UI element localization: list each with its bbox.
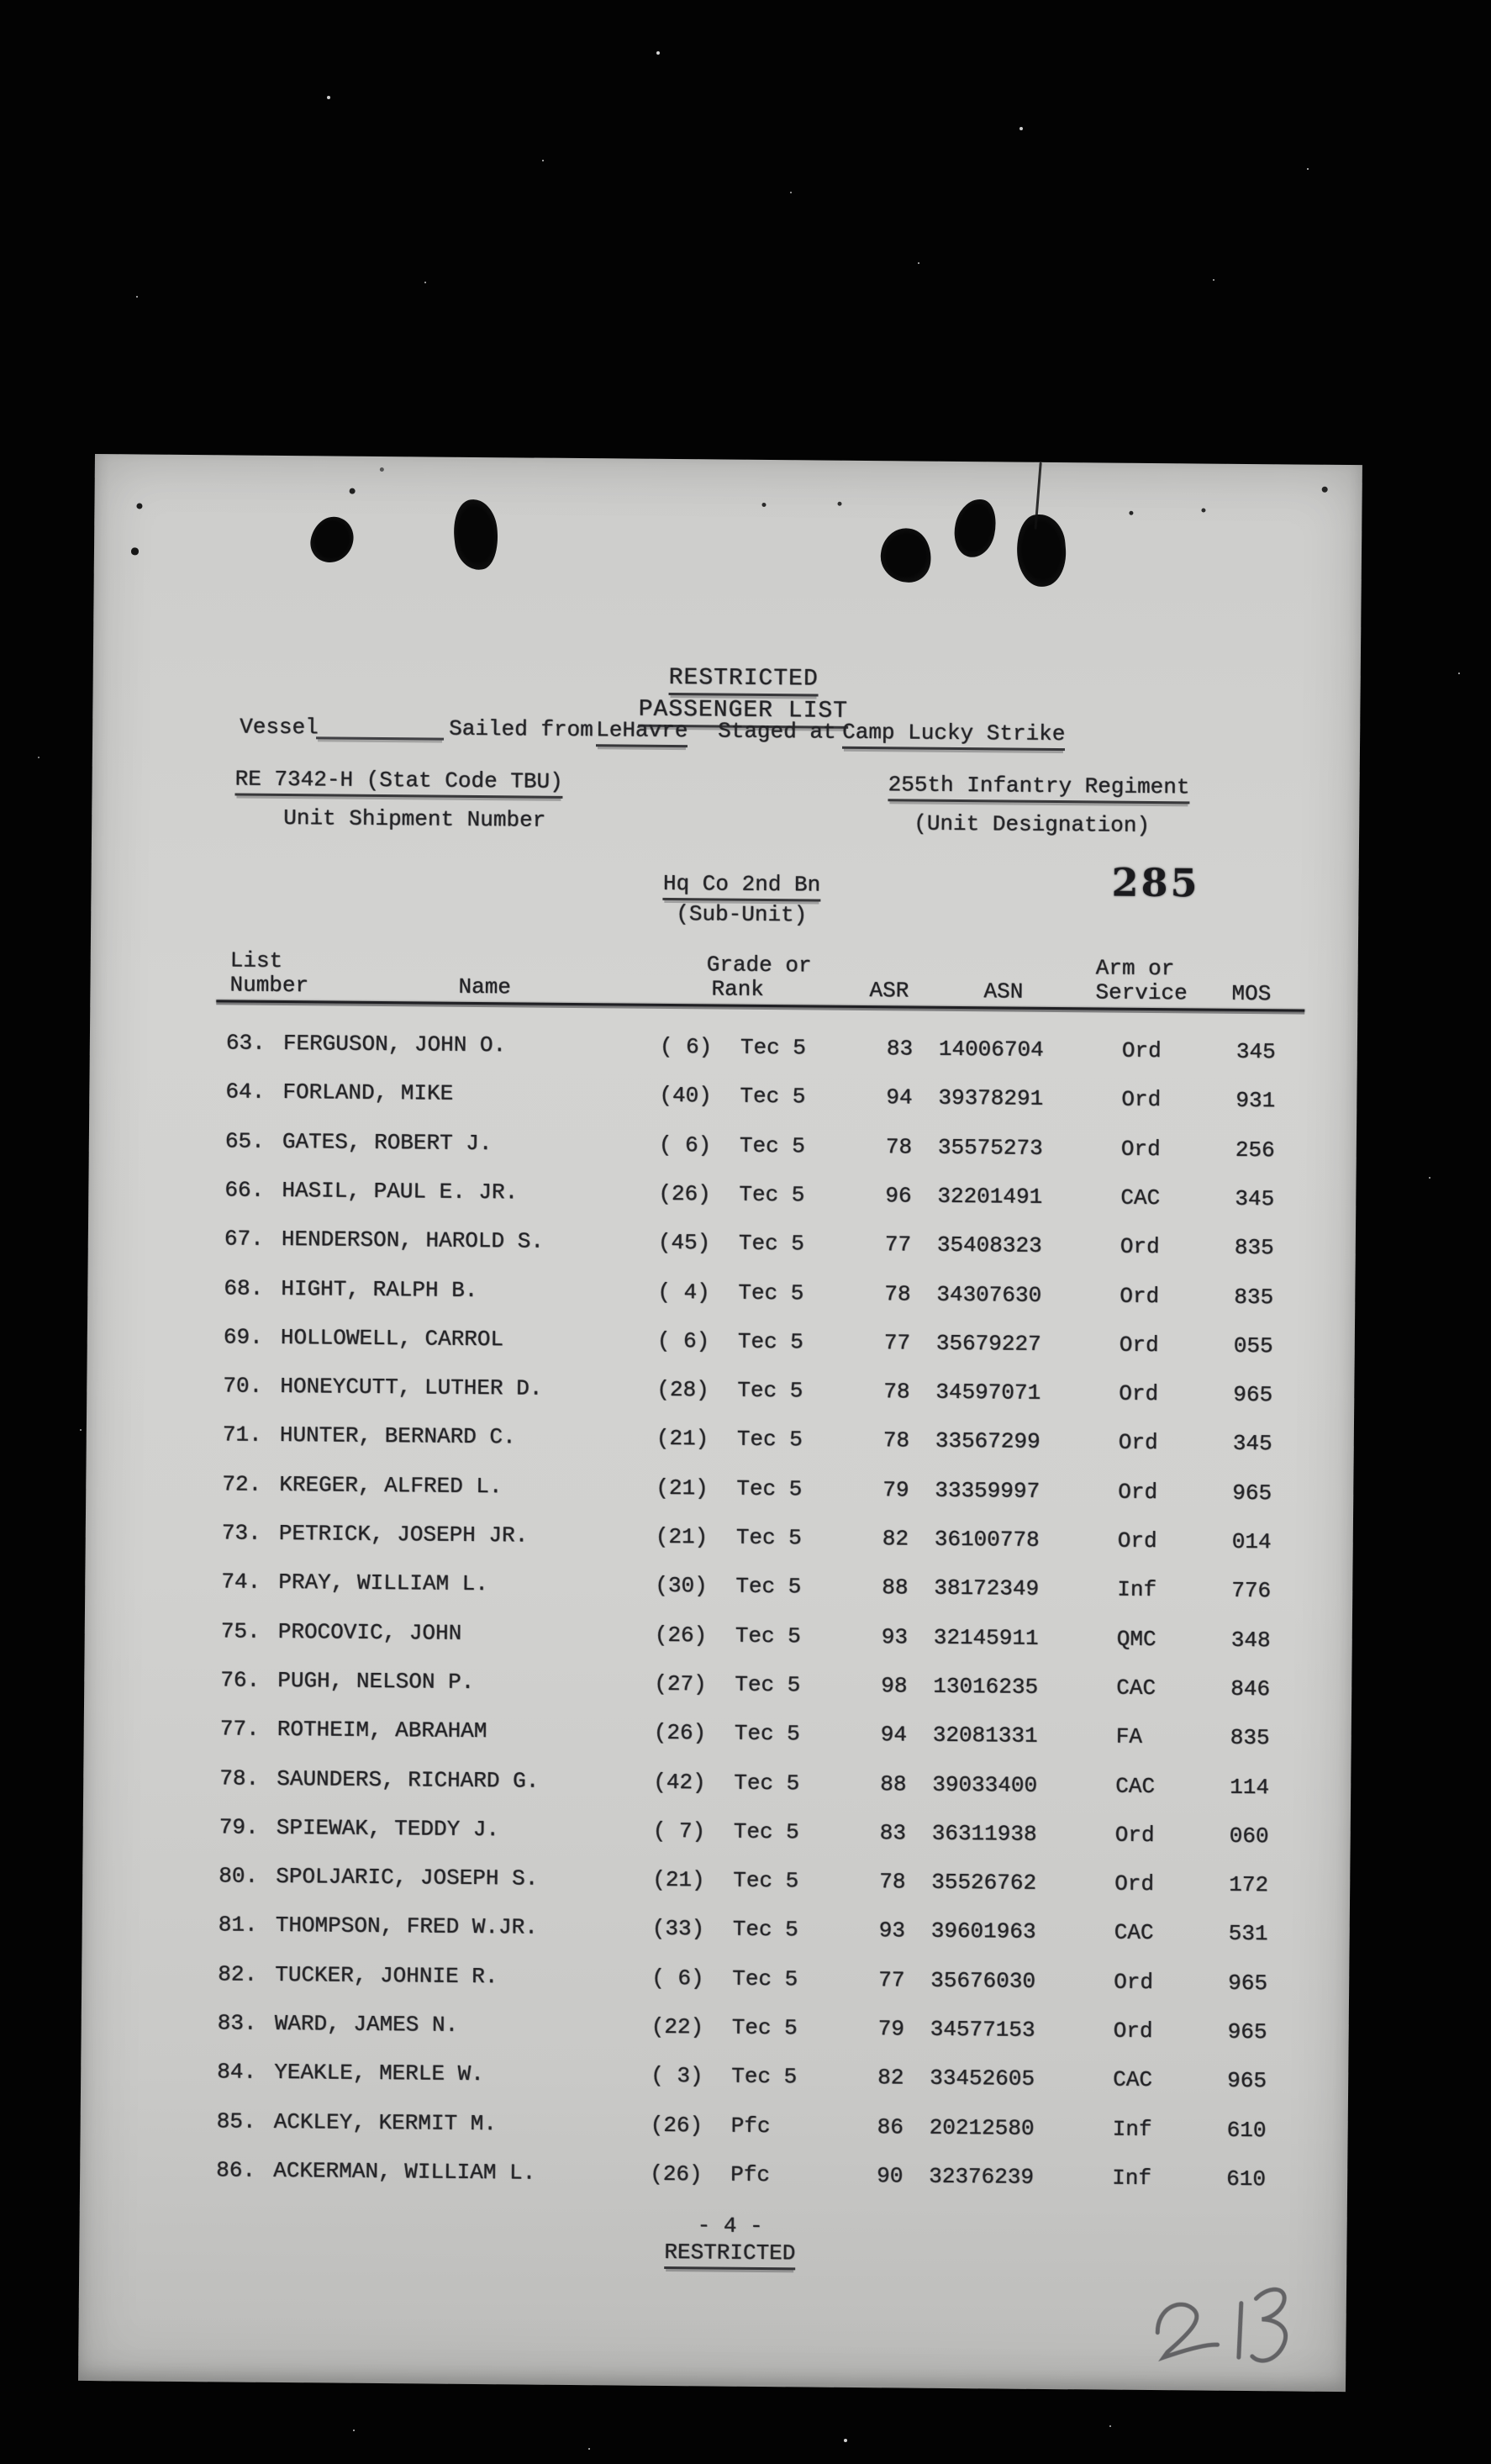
cell-arm: CAC (1120, 1185, 1161, 1211)
sub-unit-text: Hq Co 2nd Bn (663, 871, 821, 902)
cell-asr: 86 (877, 2113, 904, 2140)
cell-asn: 33359997 (935, 1477, 1041, 1504)
cell-grade: (26) (658, 1180, 711, 1207)
cell-asr: 78 (879, 1869, 906, 1895)
col-header-mos: MOS (1231, 980, 1272, 1007)
cell-asn: 38172349 (934, 1575, 1040, 1602)
cell-rank: Tec 5 (739, 1181, 805, 1208)
classification-header-text: RESTRICTED (669, 666, 819, 697)
roster-row (87, 1421, 1354, 1457)
cell-name: PROCOVIC, JOHN (277, 1618, 462, 1646)
cell-grade: (40) (659, 1083, 712, 1109)
cell-mos: 776 (1231, 1578, 1272, 1604)
roster-row (84, 1715, 1351, 1751)
cell-num: 81. (218, 1912, 258, 1939)
cell-rank: Tec 5 (732, 1917, 798, 1943)
cell-num: 84. (217, 2059, 257, 2086)
cell-arm: Ord (1120, 1233, 1160, 1260)
cell-arm: CAC (1116, 1675, 1156, 1701)
stamped-page-number: 285 (1111, 859, 1200, 906)
cell-mos: 965 (1232, 1480, 1272, 1506)
cell-rank: Tec 5 (739, 1132, 805, 1158)
cell-num: 68. (224, 1274, 264, 1301)
col-header-asn: ASN (983, 979, 1024, 1005)
roster-row (82, 1862, 1350, 1898)
cell-asn: 36100778 (934, 1526, 1040, 1553)
cell-asr: 83 (879, 1820, 907, 1846)
cell-grade: (21) (656, 1426, 709, 1452)
cell-num: 67. (224, 1226, 264, 1252)
cell-arm: Ord (1119, 1380, 1159, 1407)
cell-asn: 39601963 (930, 1918, 1036, 1945)
cell-arm: Ord (1114, 1870, 1155, 1897)
cell-mos: 531 (1228, 1921, 1268, 1947)
cell-mos: 965 (1227, 2018, 1267, 2045)
col-header-asr: ASR (869, 978, 909, 1004)
roster-row (85, 1617, 1352, 1654)
classification-footer-text: RESTRICTED (664, 2240, 795, 2270)
cell-asn: 14006704 (938, 1036, 1044, 1063)
cell-num: 79. (219, 1814, 259, 1840)
cell-rank: Tec 5 (735, 1524, 802, 1551)
cell-mos: 256 (1235, 1137, 1275, 1163)
cell-asn: 36311938 (931, 1820, 1037, 1847)
cell-asn: 20212580 (929, 2114, 1035, 2141)
cell-mos: 345 (1235, 1185, 1275, 1212)
cell-asr: 96 (885, 1183, 912, 1209)
roster-row (82, 2009, 1349, 2045)
cell-grade: ( 3) (651, 2063, 703, 2089)
cell-name: SPIEWAK, TEDDY J. (276, 1814, 500, 1843)
cell-arm: QMC (1116, 1626, 1156, 1652)
roster-row (80, 2156, 1347, 2192)
cell-asn: 33452605 (930, 2066, 1035, 2092)
cell-arm: Inf (1112, 2165, 1152, 2191)
cell-name: HIGHT, RALPH B. (281, 1275, 478, 1303)
cell-name: FERGUSON, JOHN O. (282, 1030, 507, 1058)
cell-name: PUGH, NELSON P. (277, 1667, 475, 1695)
cell-asr: 94 (886, 1084, 913, 1111)
cell-arm: Ord (1119, 1332, 1159, 1358)
cell-name: HENDERSON, HAROLD S. (281, 1227, 545, 1254)
cell-mos: 965 (1228, 1970, 1268, 1996)
sailed-from-label: Sailed from (449, 715, 593, 743)
cell-rank: Pfc (730, 2113, 771, 2139)
cell-asn: 39378291 (938, 1085, 1044, 1112)
vessel-blank-line (316, 715, 444, 740)
cell-arm: CAC (1115, 1773, 1156, 1799)
cell-asn: 32081331 (932, 1722, 1038, 1749)
cell-grade: ( 6) (659, 1033, 713, 1060)
cell-arm: CAC (1114, 1920, 1154, 1946)
cell-asr: 79 (882, 1476, 909, 1503)
cell-name: KREGER, ALFRED L. (279, 1471, 503, 1499)
document-page (78, 454, 1362, 2392)
cell-rank: Tec 5 (734, 1770, 800, 1796)
cell-name: ROTHEIM, ABRAHAM (277, 1717, 487, 1744)
cell-num: 76. (220, 1667, 261, 1693)
cell-grade: ( 4) (657, 1279, 710, 1305)
cell-asr: 93 (878, 1918, 906, 1944)
cell-name: SPOLJARIC, JOSEPH S. (276, 1864, 539, 1892)
cell-arm: Ord (1121, 1086, 1162, 1113)
roster-row (86, 1470, 1353, 1506)
cell-asr: 98 (881, 1673, 908, 1699)
cell-rank: Tec 5 (738, 1279, 804, 1306)
roster-row (87, 1372, 1354, 1408)
cell-arm: FA (1115, 1723, 1143, 1750)
cell-grade: (21) (655, 1523, 709, 1550)
cell-arm: Ord (1118, 1430, 1158, 1456)
cell-grade: (21) (656, 1475, 709, 1501)
cell-name: FORLAND, MIKE (282, 1079, 454, 1107)
cell-mos: 345 (1235, 1038, 1276, 1065)
shipment-number-caption: Unit Shipment Number (283, 805, 546, 833)
cell-asn: 34577153 (930, 2016, 1035, 2043)
cell-num: 82. (218, 1961, 258, 1987)
cell-arm: Ord (1114, 1822, 1155, 1848)
cell-name: SAUNDERS, RICHARD G. (277, 1765, 540, 1794)
unit-text: 255th Infantry Regiment (888, 772, 1189, 804)
cell-arm: Ord (1120, 1136, 1161, 1162)
cell-asn: 13016235 (933, 1673, 1039, 1700)
cell-asr: 82 (882, 1526, 909, 1552)
cell-grade: ( 6) (656, 1327, 710, 1354)
cell-grade: (26) (650, 2112, 703, 2138)
cell-rank: Tec 5 (731, 2063, 798, 2090)
cell-num: 86. (216, 2157, 256, 2183)
cell-name: PRAY, WILLIAM L. (278, 1570, 489, 1597)
port-text: LeHavre (596, 717, 688, 747)
cell-mos: 835 (1230, 1725, 1270, 1751)
classification-header (576, 665, 912, 697)
cell-asr: 77 (883, 1330, 911, 1356)
cell-name: HUNTER, BERNARD C. (279, 1422, 516, 1450)
cell-asn: 35679227 (935, 1330, 1041, 1357)
cell-name: GATES, ROBERT J. (282, 1128, 493, 1156)
cell-asn: 39033400 (932, 1771, 1038, 1798)
staged-at-label: Staged at (718, 718, 836, 745)
cell-grade: (27) (654, 1670, 707, 1697)
cell-rank: Tec 5 (736, 1427, 803, 1453)
page-title-text: PASSENGER LIST (639, 698, 849, 729)
roster-row (87, 1274, 1355, 1310)
roster-row (89, 1078, 1357, 1114)
cell-grade: (45) (657, 1230, 711, 1256)
cell-mos: 610 (1226, 2166, 1267, 2192)
cell-asn: 32376239 (929, 2163, 1035, 2190)
cell-grade: ( 7) (652, 1818, 706, 1844)
cell-rank: Tec 5 (732, 1965, 798, 1992)
col-header-list: List (229, 947, 283, 973)
roster-row (83, 1764, 1351, 1800)
cell-num: 83. (217, 2010, 257, 2036)
handwritten-number (1129, 2269, 1390, 2414)
cell-asn: 33567299 (935, 1428, 1041, 1455)
footer-page-number: - 4 - (697, 2213, 763, 2240)
cell-arm: CAC (1113, 2066, 1153, 2093)
roster-row (82, 1911, 1350, 1947)
cell-arm: Inf (1117, 1576, 1157, 1603)
cell-name: YEAKLE, MERLE W. (274, 2060, 484, 2087)
cell-name: HOLLOWELL, CARROL (280, 1324, 504, 1353)
cell-num: 85. (216, 2108, 256, 2134)
cell-arm: Ord (1118, 1479, 1158, 1505)
cell-num: 63. (225, 1030, 266, 1056)
cell-asr: 94 (880, 1722, 908, 1748)
cell-arm: Ord (1117, 1527, 1157, 1554)
cell-grade: (26) (654, 1622, 708, 1649)
cell-asr: 78 (883, 1379, 910, 1405)
cell-mos: 014 (1231, 1528, 1272, 1555)
cell-asr: 82 (877, 2065, 904, 2091)
cell-grade: ( 6) (651, 1965, 704, 1992)
cell-rank: Tec 5 (731, 2014, 798, 2041)
cell-arm: Inf (1112, 2116, 1152, 2142)
camp-value (842, 720, 1066, 751)
port-value (596, 717, 688, 747)
cell-asn: 34597071 (935, 1379, 1041, 1406)
classification-footer (561, 2239, 898, 2271)
cell-rank: Tec 5 (737, 1377, 803, 1404)
cell-grade: (30) (655, 1573, 708, 1599)
shipment-number (234, 766, 562, 798)
cell-name: ACKERMAN, WILLIAM L. (273, 2157, 536, 2186)
cell-grade: (28) (656, 1376, 709, 1403)
film-dust-specks (0, 0, 2, 2)
cell-num: 74. (221, 1569, 261, 1596)
cell-asr: 78 (885, 1133, 913, 1160)
cell-name: ACKLEY, KERMIT M. (273, 2108, 498, 2136)
cell-asr: 77 (884, 1232, 912, 1258)
cell-name: PETRICK, JOSEPH JR. (278, 1520, 529, 1549)
cell-asr: 78 (882, 1427, 910, 1454)
cell-asr: 79 (877, 2016, 905, 2042)
cell-arm: Ord (1114, 1969, 1154, 1995)
roster-row (84, 1666, 1351, 1702)
cell-arm: Ord (1113, 2018, 1153, 2045)
cell-num: 80. (219, 1863, 259, 1889)
cell-asn: 35575273 (937, 1134, 1043, 1161)
cell-grade: ( 6) (658, 1132, 712, 1158)
roster-row (88, 1176, 1356, 1212)
cell-num: 77. (219, 1716, 260, 1742)
cell-mos: 114 (1230, 1774, 1270, 1800)
cell-mos: 348 (1230, 1627, 1271, 1653)
cell-rank: Tec 5 (735, 1671, 801, 1698)
cell-mos: 835 (1234, 1284, 1274, 1310)
cell-name: HONEYCUTT, LUTHER D. (280, 1374, 543, 1401)
roster-row (83, 1813, 1351, 1849)
cell-mos: 345 (1232, 1431, 1272, 1457)
cell-mos: 172 (1229, 1871, 1269, 1898)
roster-row (85, 1568, 1352, 1604)
vessel-label: Vessel (240, 714, 319, 741)
sub-unit (573, 870, 909, 902)
unit-designation-caption: (Unit Designation) (914, 810, 1151, 838)
cell-num: 66. (224, 1177, 265, 1203)
cell-num: 75. (220, 1617, 261, 1644)
cell-rank: Tec 5 (736, 1475, 803, 1502)
cell-mos: 835 (1234, 1235, 1274, 1261)
cell-mos: 060 (1229, 1823, 1269, 1849)
roster-row (81, 2058, 1348, 2094)
roster-row (81, 2108, 1348, 2144)
cell-name: TUCKER, JOHNIE R. (275, 1961, 498, 1989)
roster-row (88, 1225, 1356, 1261)
cell-rank: Tec 5 (735, 1574, 802, 1600)
cell-asr: 93 (881, 1623, 909, 1650)
cell-num: 64. (225, 1079, 266, 1105)
cell-name: WARD, JAMES N. (274, 2010, 459, 2038)
cell-num: 65. (224, 1127, 265, 1154)
roster-row (86, 1519, 1353, 1555)
cell-rank: Tec 5 (733, 1867, 799, 1894)
cell-rank: Tec 5 (737, 1328, 803, 1355)
cell-grade: (42) (653, 1769, 706, 1795)
cell-asn: 34307630 (936, 1281, 1042, 1308)
cell-arm: Ord (1120, 1283, 1160, 1309)
cell-mos: 965 (1227, 2068, 1267, 2094)
cell-rank: Tec 5 (740, 1084, 806, 1110)
unit-designation (888, 772, 1189, 804)
cell-mos: 610 (1226, 2117, 1267, 2143)
col-header-number: Number (229, 972, 309, 999)
cell-asn: 35526762 (931, 1869, 1037, 1896)
col-header-rank: Rank (711, 976, 765, 1002)
cell-mos: 055 (1233, 1332, 1273, 1359)
cell-num: 73. (221, 1520, 261, 1546)
cell-num: 71. (222, 1422, 262, 1448)
cell-arm: Ord (1121, 1037, 1162, 1064)
camp-text: Camp Lucky Strike (842, 720, 1066, 751)
cell-asn: 32145911 (933, 1624, 1039, 1651)
col-header-name: Name (458, 973, 512, 1000)
cell-grade: (33) (651, 1916, 705, 1942)
col-header-arm-or: Arm or (1095, 955, 1175, 982)
roster-row (90, 1029, 1357, 1065)
cell-rank: Tec 5 (733, 1818, 799, 1845)
cell-num: 78. (219, 1765, 260, 1791)
cell-asn: 35676030 (930, 1967, 1036, 1994)
cell-rank: Tec 5 (734, 1720, 800, 1747)
cell-grade: (22) (651, 2013, 704, 2040)
typewritten-content (78, 454, 1362, 2392)
cell-rank: Tec 5 (738, 1230, 804, 1257)
cell-rank: Pfc (730, 2161, 771, 2187)
cell-grade: (21) (652, 1866, 705, 1893)
cell-name: HASIL, PAUL E. JR. (282, 1177, 519, 1206)
col-header-service: Service (1095, 979, 1188, 1006)
cell-num: 72. (222, 1471, 262, 1497)
cell-asr: 90 (877, 2163, 904, 2189)
cell-asr: 88 (880, 1770, 907, 1797)
col-header-grade-or: Grade or (706, 952, 812, 979)
roster-row (87, 1323, 1355, 1359)
roster-row (82, 1960, 1349, 1997)
sub-unit-caption: (Sub-Unit) (676, 901, 808, 928)
cell-name: THOMPSON, FRED W.JR. (275, 1913, 538, 1941)
roster-row (89, 1127, 1357, 1163)
cell-asr: 88 (882, 1575, 909, 1601)
cell-asr: 78 (884, 1280, 911, 1307)
cell-rank: Tec 5 (735, 1622, 801, 1649)
shipment-number-text: RE 7342-H (Stat Code TBU) (234, 766, 562, 798)
cell-mos: 846 (1230, 1675, 1271, 1702)
cell-mos: 965 (1233, 1381, 1273, 1408)
cell-mos: 931 (1235, 1088, 1276, 1114)
cell-asr: 83 (886, 1036, 914, 1062)
cell-asn: 32201491 (937, 1183, 1043, 1210)
cell-rank: Tec 5 (740, 1034, 807, 1061)
cell-num: 69. (223, 1324, 263, 1350)
cell-asr: 77 (878, 1966, 905, 1993)
cell-grade: (26) (653, 1720, 707, 1746)
cell-num: 70. (223, 1373, 263, 1399)
cell-grade: (26) (650, 2161, 703, 2187)
cell-asn: 35408323 (936, 1232, 1042, 1259)
